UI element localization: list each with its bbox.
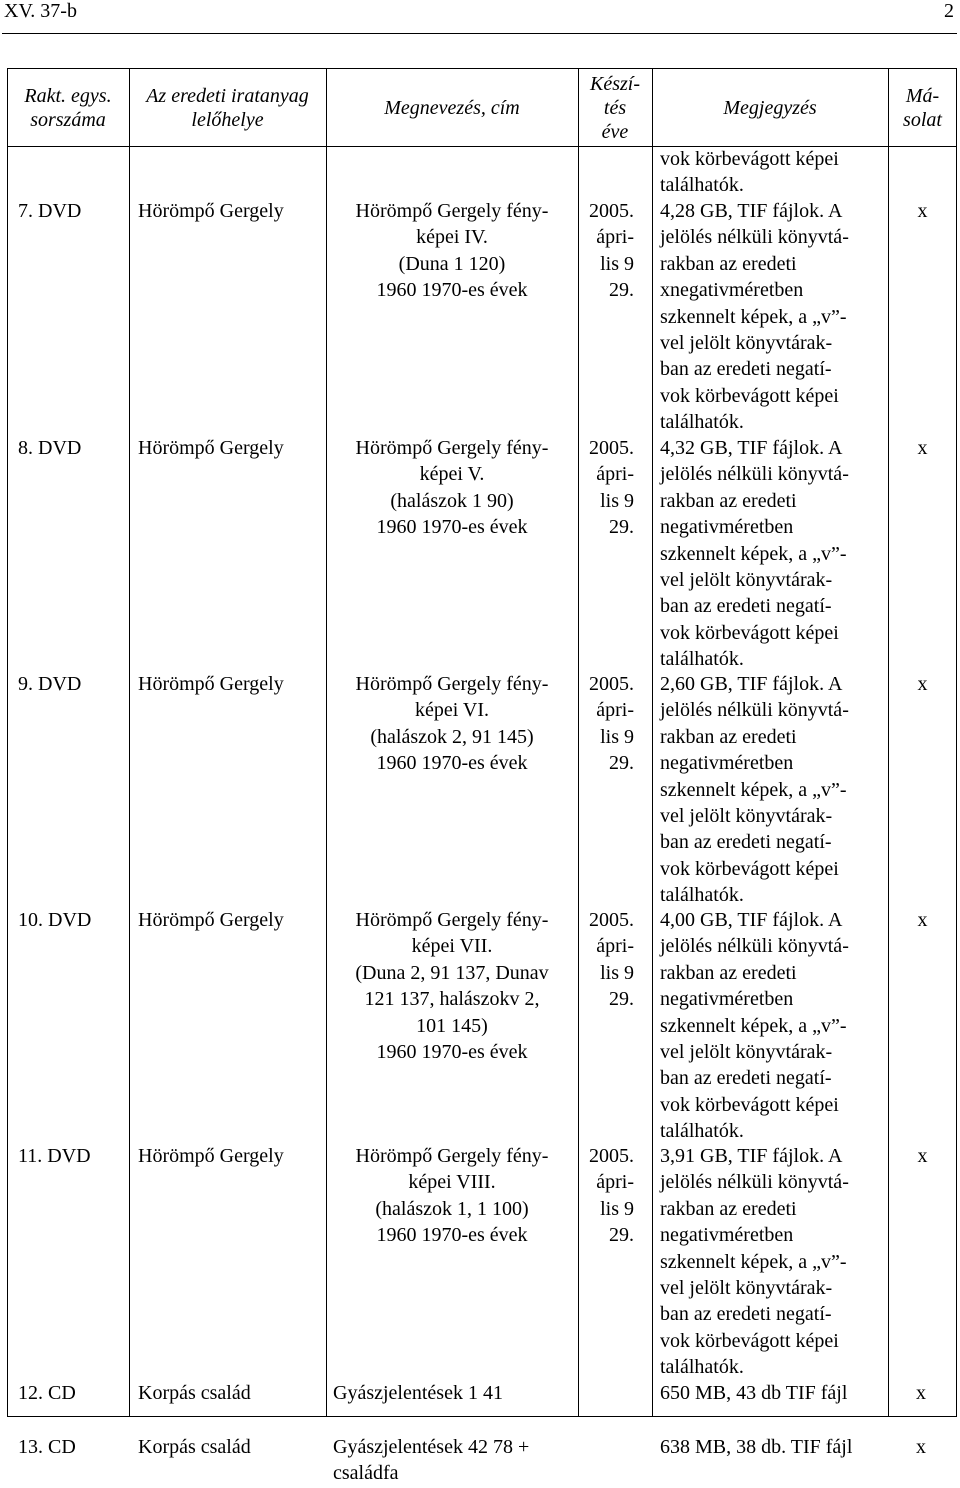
row-number: 8. DVD bbox=[18, 437, 82, 459]
column-header-num: Rakt. egys. sorszáma bbox=[24, 85, 112, 131]
row-year: 2005. ápri- lis 9 29. bbox=[589, 437, 634, 539]
row-title: Hörömpő Gergely fény- képei VI. (halászok 2, 91 145) 1960 1970-es évek bbox=[355, 673, 549, 775]
header-rule bbox=[2, 33, 957, 34]
row-number: 10. DVD bbox=[18, 909, 92, 931]
row-copy-mark: x bbox=[917, 1145, 928, 1167]
row-location: Hörömpő Gergely bbox=[138, 909, 284, 931]
row-location: Korpás család bbox=[138, 1436, 251, 1458]
row-note: 4,32 GB, TIF fájlok. A jelölés nélküli könyvtá- rakban az eredeti negativméretben szkennelt képek, a „v”- vel jelölt könyvtárak- ban az eredeti negatí- vok körbevágott képei találhatók. bbox=[660, 437, 849, 671]
page-header-reference: XV. 37-b bbox=[4, 0, 77, 22]
row-location: Hörömpő Gergely bbox=[138, 1145, 284, 1167]
row-year: 2005. ápri- lis 9 29. bbox=[589, 909, 634, 1011]
row-number: 7. DVD bbox=[18, 200, 82, 222]
row-title: Hörömpő Gergely fény- képei VIII. (halászok 1, 1 100) 1960 1970-es évek bbox=[355, 1145, 549, 1247]
row-note: 4,28 GB, TIF fájlok. A jelölés nélküli könyvtá- rakban az eredeti xnegativméretben szkennelt képek, a „v”- vel jelölt könyvtárak- ban az eredeti negatí- vok körbevágott képei találhatók. bbox=[660, 200, 849, 434]
row-number: 9. DVD bbox=[18, 673, 82, 695]
column-header-copy: Má- solat bbox=[903, 85, 942, 131]
row-number: 12. CD bbox=[18, 1382, 76, 1404]
row-note: 3,91 GB, TIF fájlok. A jelölés nélküli könyvtá- rakban az eredeti negativméretben szkennelt képek, a „v”- vel jelölt könyvtárak- ban az eredeti negatí- vok körbevágott képei találhatók. bbox=[660, 1145, 849, 1379]
row-copy-mark: x bbox=[916, 1382, 926, 1404]
row-copy-mark: x bbox=[917, 909, 928, 931]
row-year: 2005. ápri- lis 9 29. bbox=[589, 1145, 634, 1247]
row-title: Gyászjelentések 42 78 + családfa bbox=[333, 1436, 530, 1484]
row-copy-mark: x bbox=[916, 1436, 926, 1458]
note-carryover: vok körbevágott képei találhatók. bbox=[660, 148, 839, 197]
column-header-year: Készí- tés éve bbox=[590, 73, 640, 143]
column-header-location: Az eredeti iratanyag lelőhelye bbox=[146, 85, 309, 131]
page-number: 2 bbox=[944, 0, 954, 22]
row-copy-mark: x bbox=[917, 673, 928, 695]
column-divider bbox=[888, 68, 889, 1417]
row-number: 11. DVD bbox=[18, 1145, 91, 1167]
row-number: 13. CD bbox=[18, 1436, 76, 1458]
row-title: Hörömpő Gergely fény- képei V. (halászok 1 90) 1960 1970-es évek bbox=[355, 437, 549, 539]
row-note: 4,00 GB, TIF fájlok. A jelölés nélküli könyvtá- rakban az eredeti negativméretben szkennelt képek, a „v”- vel jelölt könyvtárak- ban az eredeti negatí- vok körbevágott képei találhatók. bbox=[660, 909, 849, 1143]
column-divider bbox=[129, 68, 130, 1417]
row-title: Hörömpő Gergely fény- képei IV. (Duna 1 120) 1960 1970-es évek bbox=[355, 200, 549, 302]
row-year: 2005. ápri- lis 9 29. bbox=[589, 673, 634, 775]
column-header-note: Megjegyzés bbox=[723, 97, 817, 119]
row-note: 638 MB, 38 db. TIF fájl bbox=[660, 1436, 853, 1458]
row-location: Hörömpő Gergely bbox=[138, 673, 284, 695]
column-divider bbox=[652, 68, 653, 1417]
column-header-title: Megnevezés, cím bbox=[384, 97, 520, 119]
row-location: Hörömpő Gergely bbox=[138, 200, 284, 222]
row-note: 2,60 GB, TIF fájlok. A jelölés nélküli könyvtá- rakban az eredeti negativméretben szkennelt képek, a „v”- vel jelölt könyvtárak- ban az eredeti negatí- vok körbevágott képei találhatók. bbox=[660, 673, 849, 907]
row-location: Korpás család bbox=[138, 1382, 251, 1404]
row-copy-mark: x bbox=[917, 200, 928, 222]
row-copy-mark: x bbox=[917, 437, 928, 459]
row-title: Gyászjelentések 1 41 bbox=[333, 1382, 503, 1404]
row-location: Hörömpő Gergely bbox=[138, 437, 284, 459]
row-title: Hörömpő Gergely fény- képei VII. (Duna 2, 91 137, Dunav 121 137, halászokv 2, 101 145) 1960 1970-es évek bbox=[355, 909, 549, 1064]
row-year: 2005. ápri- lis 9 29. bbox=[589, 200, 634, 302]
row-note: 650 MB, 43 db TIF fájl bbox=[660, 1382, 848, 1404]
